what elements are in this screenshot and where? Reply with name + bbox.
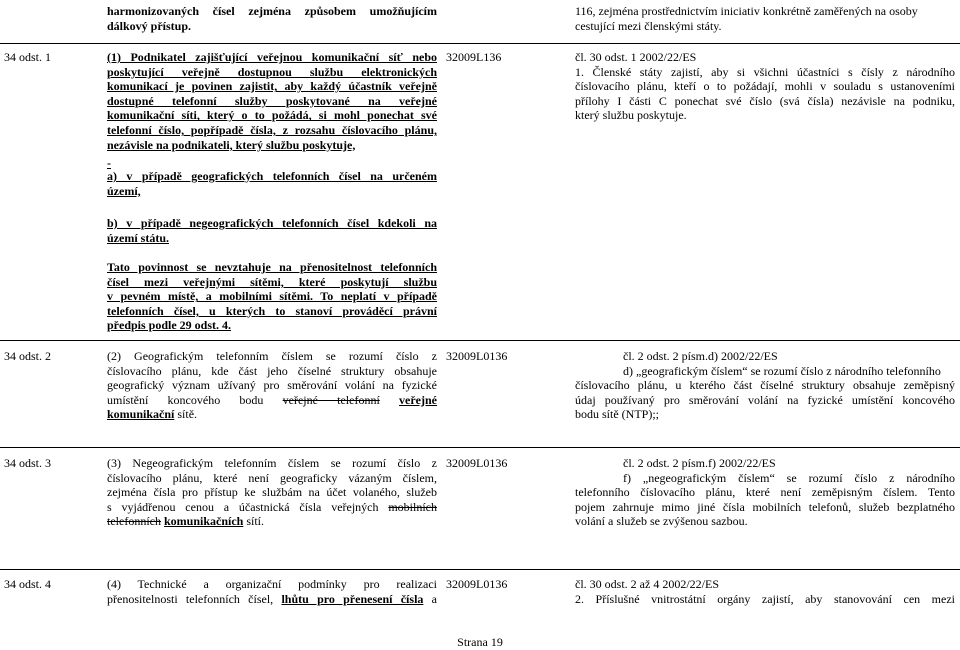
row1-exception-paragraph <box>107 260 437 333</box>
row2-line2: číslovacího plánu, kde část jeho číselné struktury obsahuje <box>107 363 437 378</box>
table-border-top-row4 <box>0 569 960 570</box>
row2-text <box>107 349 437 422</box>
row0-right-line1: 116, zejména prostřednictvím iniciativ konkrétně zaměřených na osoby <box>575 4 918 18</box>
row1-item-a <box>107 169 437 198</box>
row1-eu-text <box>575 50 955 123</box>
row0-left-text <box>107 4 437 33</box>
row4-celex: 32009L0136 <box>446 577 508 591</box>
row4-line2-plain: přenositelnosti telefonních čísel, <box>107 591 282 606</box>
row1-celex: 32009L136 <box>446 50 502 64</box>
row3-line4 <box>107 500 437 515</box>
row2-inserted-text-2: komunikační <box>107 407 175 422</box>
row3-eu-line1: f) „negeografickým číslem“ se rozumí číslo z národního <box>623 470 955 485</box>
row3-eu-line4: volání a služeb se zvýšenou sazbou. <box>575 514 748 529</box>
row1-dash: - <box>107 156 111 170</box>
row2-line4-space <box>380 393 399 407</box>
row2-celex: 32009L0136 <box>446 349 508 363</box>
row0-left-line1: harmonizovaných čísel zejména způsobem umožňujícím <box>107 4 437 18</box>
row1-p1-line4: dostupné telefonní služby poskytované na veřejné <box>107 93 437 108</box>
row1-a-line2: území, <box>107 183 141 198</box>
row2-line5-rest: sítě. <box>174 407 198 422</box>
row1-t-line5: předpis podle 29 odst. 4. <box>107 318 232 333</box>
row1-t-line3: v pevném místě, a mobilními sítěmi. To neplatí v případě <box>107 289 437 304</box>
row3-line1: (3) Negeografickým telefonním číslem se rozumí číslo z <box>107 456 437 470</box>
row4-inserted-text: lhůtu pro přenesení čísla <box>281 591 424 606</box>
row1-p1-line7: nezávisle na podnikateli, který službu poskytuje, <box>107 137 356 152</box>
row1-b-line2: území státu. <box>107 230 169 245</box>
row1-reference: 34 odst. 1 <box>4 50 52 64</box>
row1-b-line1: b) v případě negeografických telefonních čísel kdekoli na <box>107 216 437 230</box>
row4-line1: (4) Technické a organizační podmínky pro realizaci <box>107 577 437 591</box>
row3-line5-rest: sítí. <box>243 514 265 529</box>
row1-t-line2: čísel mezi veřejnými sítěmi, které poskytují službu <box>107 274 437 289</box>
row2-eu-reference: čl. 2 odst. 2 písm.d) 2002/22/ES <box>623 349 778 363</box>
row2-reference: 34 odst. 2 <box>4 349 52 363</box>
row3-line5 <box>107 514 437 529</box>
row2-eu-line3: údaj používaný pro směrování volání na fyzické umístění koncového <box>575 392 955 407</box>
row2-line4-plain: umístění koncového bodu <box>107 392 283 407</box>
row0-right-text <box>575 4 955 33</box>
row1-t-line1: Tato povinnost se nevztahuje na přenositelnost telefonních <box>107 260 437 274</box>
row4-eu-line1: 2. Příslušné vnitrostátní orgány zajistí, aby stanovování cen mezi <box>575 591 955 606</box>
row0-right-line2: cestující mezi členskými státy. <box>575 18 722 33</box>
row2-eu-line4: bodu sítě (NTP);; <box>575 407 659 422</box>
row2-line5 <box>107 407 437 422</box>
row1-eu-line4: který službu poskytuje. <box>575 108 687 123</box>
row1-eu-reference: čl. 30 odst. 1 2002/22/ES <box>575 50 697 64</box>
row1-eu-line1: 1. Členské státy zajistí, aby si všichni účastníci s čísly z národního <box>575 64 955 79</box>
row2-line3: geografický význam užívaný pro směrování volání na fyzické <box>107 378 437 393</box>
row1-t-line4: telefonních čísel, u kterých to stanoví prováděcí právní <box>107 303 437 318</box>
row2-deleted-text: veřejné telefonní <box>282 392 380 407</box>
row3-deleted-text: mobilních <box>388 499 437 514</box>
row4-eu-reference: čl. 30 odst. 2 až 4 2002/22/ES <box>575 577 719 591</box>
row3-deleted-text-2: telefonních <box>107 514 161 529</box>
row3-eu-line2: telefonního číslovacího plánu, které není zeměpisným číslem. Tento <box>575 485 955 500</box>
row1-p1-line2: poskytující veřejně dostupnou službu elektronických <box>107 64 437 79</box>
row1-eu-line3: přílohy I části C ponechat své číslo (svá čísla) nezávisle na podniku, <box>575 93 955 108</box>
row3-inserted-text: komunikačních <box>163 514 244 529</box>
row4-eu-text <box>575 577 955 606</box>
row2-line1: (2) Geografickým telefonním číslem se rozumí číslo z <box>107 349 437 363</box>
row0-left-line2: dálkový přístup. <box>107 18 192 33</box>
row1-p1-line5: komunikační síti, který o to požádá, si mohl ponechat své <box>107 108 437 123</box>
row3-eu-line3: pojem zahrnuje mimo jiné čísla mobilních telefonů, služeb bezplatného <box>575 499 955 514</box>
row3-line4-plain: s vyjádřenou cenou a účastnická čísla veřejných <box>107 499 389 514</box>
row3-line3: zejména čísla pro přístup ke službám na účet volaného, služeb <box>107 485 437 500</box>
table-border-top-row2 <box>0 340 960 341</box>
row2-inserted-text: veřejné <box>399 392 437 407</box>
row4-text <box>107 577 437 606</box>
row3-text <box>107 456 437 529</box>
row1-p1-line6: telefonní číslo, popřípadě čísla, z rozsahu číslovacího plánu, <box>107 122 437 137</box>
page-number: Strana 19 <box>457 635 503 649</box>
row3-line2: číslovacího plánu, které není geograficky vázaným číslem, <box>107 470 437 485</box>
row1-p1-line3: komunikací je povinen zajistit, aby každý účastník veřejně <box>107 79 437 94</box>
row2-line4 <box>107 393 437 408</box>
row3-reference: 34 odst. 3 <box>4 456 52 470</box>
row1-p1-line1: (1) Podnikatel zajišťující veřejnou komunikační síť nebo <box>107 50 437 64</box>
row2-eu-text <box>575 349 955 422</box>
row4-line2-rest: a <box>423 591 438 606</box>
row1-eu-line2: číslovacího plánu, kteří o to požádají, mohli v souladu s ustanoveními <box>575 79 955 94</box>
table-border-top-row1 <box>0 43 960 44</box>
row1-paragraph-1 <box>107 50 437 152</box>
row1-a-line1: a) v případě geografických telefonních čísel na určeném <box>107 169 437 183</box>
table-border-top-row3 <box>0 447 960 448</box>
row3-eu-text <box>575 456 955 529</box>
row2-eu-line2: číslovacího plánu, u kterého část číselné struktury obsahuje zeměpisný <box>575 378 955 393</box>
row3-celex: 32009L0136 <box>446 456 508 470</box>
row4-reference: 34 odst. 4 <box>4 577 52 591</box>
row2-eu-line1: d) „geografickým číslem“ se rozumí číslo z národního telefonního <box>623 363 941 378</box>
row3-eu-reference: čl. 2 odst. 2 písm.f) 2002/22/ES <box>623 456 776 470</box>
row1-item-b <box>107 216 437 245</box>
row4-line2 <box>107 592 437 607</box>
